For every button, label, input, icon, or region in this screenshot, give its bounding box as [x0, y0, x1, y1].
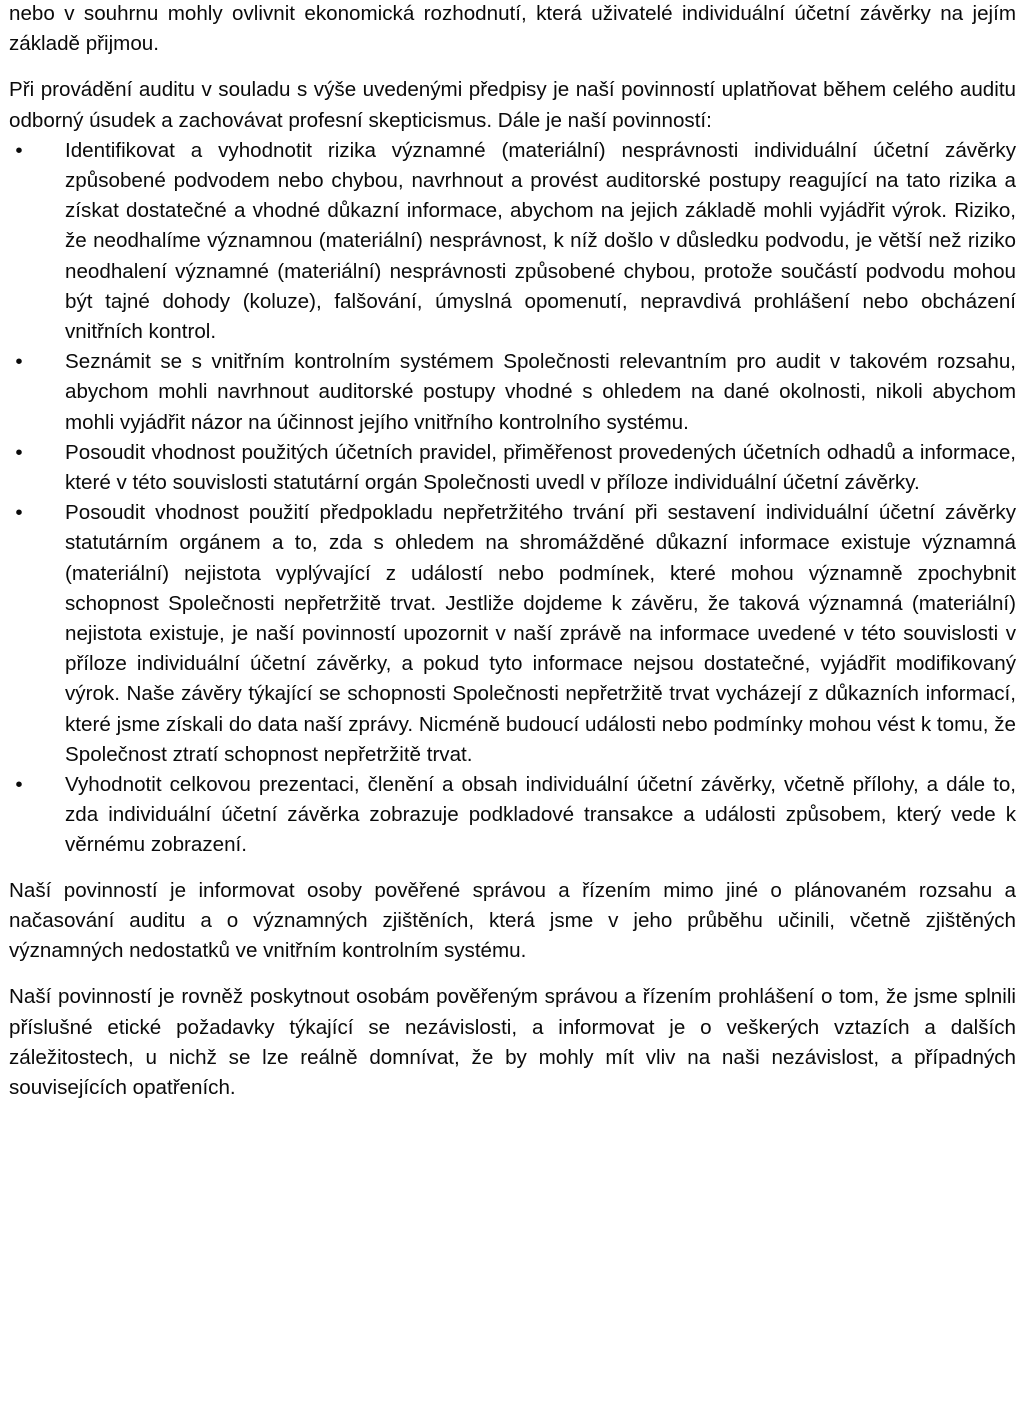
duty-intro-paragraph: Při provádění auditu v souladu s výše uvedenými předpisy je naší povinností uplatňovat během celého auditu odborný úsudek a zachovávat profesní skepticismus. Dále je naší povinností: [9, 78, 1016, 132]
list-item [9, 136, 1016, 347]
bullet-icon: • [15, 350, 23, 374]
list-item [9, 438, 1016, 498]
list-item-text: Posoudit vhodnost použití předpokladu nepřetržitého trvání při sestavení individuální účetní závěrky statutárním orgánem a to, zda s ohledem na shromážděné důkazní informace existuje významná (materiální) nejistota vyplývající z událostí nebo podmínek, které mohou významně zpochybnit schopnost Společnosti nepřetržitě trvat. Jestliže dojdeme k závěru, že taková významná (materiální) nejistota existuje, je naší povinností upozornit v naší zprávě na informace uvedené v této souvislosti v příloze individuální účetní závěrky, a pokud tyto informace nejsou dostatečné, vyjádřit modifikovaný výrok. Naše závěry týkající se schopnosti Společnosti nepřetržitě trvat vycházejí z důkazních informací, které jsme získali do data naší zprávy. Nicméně budoucí události nebo podmínky mohou vést k tomu, že Společnost ztratí schopnost nepřetržitě trvat. [65, 501, 1016, 766]
list-item [9, 770, 1016, 861]
independence-paragraph: Naší povinností je rovněž poskytnout osobám pověřeným správou a řízením prohlášení o tom, že jsme splnili příslušné etické požadavky týkající se nezávislosti, a informovat je o veškerých vztazích a dalších záležitostech, u nichž se lze reálně domnívat, že by mohly mít vliv na naši nezávislost, a případných souvisejících opatřeních. [9, 985, 1016, 1099]
intro-paragraph: nebo v souhrnu mohly ovlivnit ekonomická rozhodnutí, která uživatelé individuální účetní závěrky na jejím základě přijmou. [9, 2, 1016, 56]
bullet-icon: • [15, 138, 23, 162]
list-item-text: Posoudit vhodnost použitých účetních pravidel, přiměřenost provedených účetních odhadů a informace, které v této souvislosti statutární orgán Společnosti uvedl v příloze individuální účetní závěrky. [65, 440, 1016, 495]
list-item-text: Vyhodnotit celkovou prezentaci, členění a obsah individuální účetní závěrky, včetně přílohy, a dále to, zda individuální účetní závěrka zobrazuje podkladové transakce a události způsobem, který vede k věrnému zobrazení. [65, 773, 1016, 857]
list-item [9, 498, 1016, 770]
communication-paragraph: Naší povinností je informovat osoby pověřené správou a řízením mimo jiné o plánovaném rozsahu a načasování auditu a o významných zjištěních, která jsme v jeho průběhu učinili, včetně zjištěných významných nedostatků ve vnitřním kontrolním systému. [9, 878, 1016, 963]
bullet-icon: • [15, 773, 23, 797]
list-item-text: Seznámit se s vnitřním kontrolním systémem Společnosti relevantním pro audit v takovém rozsahu, abychom mohli navrhnout auditorské postupy vhodné s ohledem na dané okolnosti, nikoli abychom mohli vyjádřit názor na účinnost jejího vnitřního kontrolního systému. [65, 350, 1016, 434]
list-item-text: Identifikovat a vyhodnotit rizika významné (materiální) nesprávnosti individuální účetní závěrky způsobené podvodem nebo chybou, navrhnout a provést auditorské postupy reagující na tato rizika a získat dostatečné a vhodné důkazní informace, abychom na jejich základě mohli vyjádřit výrok. Riziko, že neodhalíme významnou (materiální) nesprávnost, k níž došlo v důsledku podvodu, je větší než riziko neodhalení významné (materiální) nesprávnosti způsobené chybou, protože součástí podvodu mohou být tajné dohody (koluze), falšování, úmyslná opomenutí, nepravdivá prohlášení nebo obcházení vnitřních kontrol. [65, 138, 1016, 344]
bullet-icon: • [15, 440, 23, 464]
obligations-list [9, 136, 1016, 861]
list-item [9, 347, 1016, 438]
bullet-icon: • [15, 501, 23, 525]
